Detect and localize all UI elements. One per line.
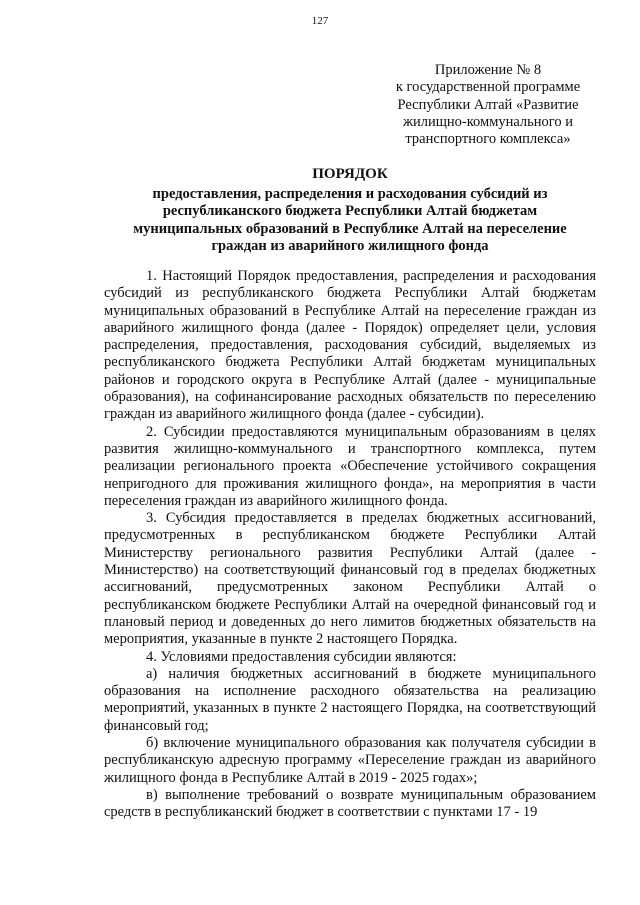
subtitle-line: республиканского бюджета Республики Алтай бюджетам	[162, 203, 538, 220]
paragraph-4a: а) наличия бюджетных ассигнований в бюджете муниципального образования на исполнение расходного обязательства на реализацию мероприятий, указанных в пункте 2 настоящего Порядка, на соответствующий финансовый год;	[104, 665, 596, 734]
page-number: 127	[311, 15, 329, 27]
paragraph-3: 3. Субсидия предоставляется в пределах бюджетных ассигнований, предусмотренных в республиканском бюджете Республики Алтай Министерству регионального развития Республики Алтай (далее - Министерство) на соответствующий финансовый год в пределах бюджетных ассигнований, предусмотренных законом Республики Алтай о республиканском бюджете Республики Алтай на очередной финансовый год и плановый период и доведенных до него лимитов бюджетных обязательств на мероприятия, указанные в пункте 2 настоящего Порядка.	[104, 510, 596, 648]
document-title	[100, 165, 600, 255]
appendix-line: Республики Алтай «Развитие	[397, 96, 579, 113]
title-main: ПОРЯДОК	[312, 166, 388, 182]
subtitle-line: предоставления, распределения и расходования субсидий из	[152, 186, 548, 202]
paragraph-4b: б) включение муниципального образования как получателя субсидии в республиканскую адресную программу «Переселение граждан из аварийного жилищного фонда в Республике Алтай в 2019 - 2025 годах»;	[104, 735, 596, 786]
title-subtitle	[100, 186, 600, 255]
paragraph-1: 1. Настоящий Порядок предоставления, распределения и расходования субсидий из республиканского бюджета Республики Алтай бюджетам муниципальных образований в Республике Алтай на переселение граждан из аварийного жилищного фонда (далее - Порядок) определяет цели, условия распределения, предоставления, расходования субсидий, выделяемых из республиканского бюджета Республики Алтай бюджетам муниципальных районов и городского округа в Республике Алтай (далее - муниципальные образования), на софинансирование расходных обязательств по переселению граждан из аварийного жилищного фонда (далее - субсидии).	[104, 268, 596, 423]
appendix-line: к государственной программе	[395, 79, 581, 96]
appendix-note	[372, 62, 604, 148]
appendix-line: Приложение № 8	[434, 62, 542, 78]
paragraph-2: 2. Субсидии предоставляются муниципальным образованиям в целях развития жилищно-коммунального и транспортного комплекса, путем реализации регионального проекта «Обеспечение устойчивого сокращения непригодного для проживания жилищного фонда», на мероприятия в части переселения граждан из аварийного жилищного фонда.	[104, 423, 596, 509]
subtitle-line: муниципальных образований в Республике Алтай на переселение	[133, 220, 567, 237]
appendix-line: транспортного комплекса»	[405, 131, 571, 148]
paragraph-4c: в) выполнение требований о возврате муниципальным образованием средств в республиканский бюджет в соответствии с пунктами 17 - 19	[104, 786, 596, 821]
body-text	[104, 268, 596, 822]
subtitle-line: граждан из аварийного жилищного фонда	[211, 237, 489, 254]
paragraph-4: 4. Условиями предоставления субсидии являются:	[146, 648, 457, 665]
appendix-line: жилищно-коммунального и	[402, 113, 574, 130]
